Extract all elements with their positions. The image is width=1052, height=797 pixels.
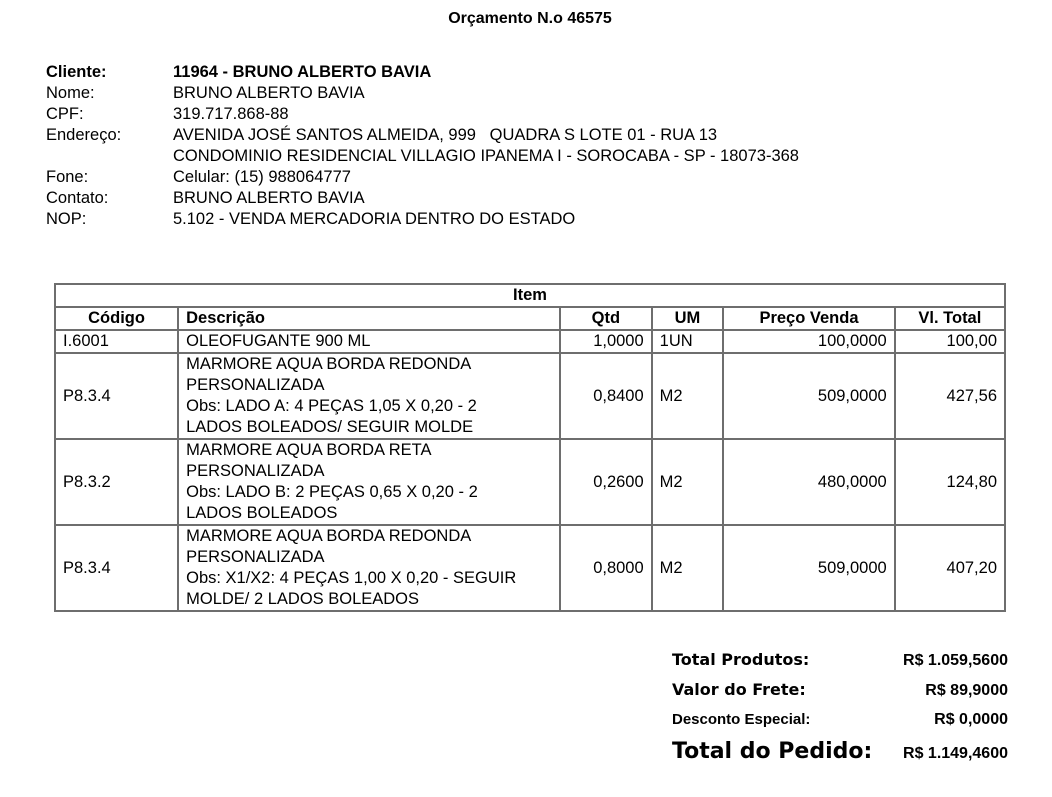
client-info bbox=[46, 62, 799, 230]
info-label: Cliente: bbox=[46, 63, 107, 81]
cell-qtd: 1,0000 bbox=[560, 330, 652, 353]
total-pedido-value: R$ 1.149,4600 bbox=[903, 745, 1008, 762]
info-row-cpf bbox=[46, 104, 799, 125]
info-value: CONDOMINIO RESIDENCIAL VILLAGIO IPANEMA I - SOROCABA - SP - 18073-368 bbox=[173, 147, 799, 165]
table-row bbox=[55, 439, 1005, 525]
desc-line: PERSONALIZADA bbox=[186, 462, 325, 480]
desc-line: Obs: LADO B: 2 PEÇAS 0,65 X 0,20 - 2 bbox=[186, 483, 478, 501]
table-header-row bbox=[55, 307, 1005, 330]
desc-line: MARMORE AQUA BORDA REDONDA bbox=[186, 527, 472, 545]
desc-line: MARMORE AQUA BORDA RETA bbox=[186, 441, 432, 459]
cell-total: 427,56 bbox=[895, 353, 1005, 439]
desconto-row bbox=[672, 711, 1008, 739]
cell-um: M2 bbox=[652, 525, 724, 611]
table-row bbox=[55, 353, 1005, 439]
column-header-preco: Preço Venda bbox=[723, 307, 894, 330]
info-value: 5.102 - VENDA MERCADORIA DENTRO DO ESTADO bbox=[173, 210, 576, 228]
desc-line: MARMORE AQUA BORDA REDONDA bbox=[186, 355, 472, 373]
total-produtos-label: Total Produtos: bbox=[672, 650, 810, 669]
info-label: Endereço: bbox=[46, 126, 122, 144]
info-row-nome bbox=[46, 83, 799, 104]
cell-qtd: 0,2600 bbox=[560, 439, 652, 525]
info-value: AVENIDA JOSÉ SANTOS ALMEIDA, 999 QUADRA S LOTE 01 - RUA 13 bbox=[173, 126, 718, 144]
cell-um: M2 bbox=[652, 439, 724, 525]
info-row-cliente bbox=[46, 62, 799, 83]
table-row bbox=[55, 330, 1005, 353]
cell-descricao bbox=[178, 330, 560, 353]
cell-preco: 509,0000 bbox=[723, 353, 894, 439]
desc-line: OLEOFUGANTE 900 ML bbox=[186, 332, 371, 350]
cell-preco: 480,0000 bbox=[723, 439, 894, 525]
desc-line: Obs: LADO A: 4 PEÇAS 1,05 X 0,20 - 2 bbox=[186, 397, 477, 415]
info-row-nop bbox=[46, 209, 799, 230]
cell-qtd: 0,8400 bbox=[560, 353, 652, 439]
cell-um: 1UN bbox=[652, 330, 724, 353]
cell-codigo: P8.3.4 bbox=[55, 353, 178, 439]
column-header-codigo: Código bbox=[55, 307, 178, 330]
cell-total: 124,80 bbox=[895, 439, 1005, 525]
info-label: Fone: bbox=[46, 168, 89, 186]
table-group-header-row bbox=[55, 284, 1005, 307]
info-label bbox=[46, 146, 173, 167]
cell-total: 407,20 bbox=[895, 525, 1005, 611]
cell-total: 100,00 bbox=[895, 330, 1005, 353]
info-row-endereco bbox=[46, 125, 799, 146]
items-table bbox=[54, 283, 1006, 612]
desconto-label: Desconto Especial: bbox=[672, 711, 811, 728]
cell-preco: 100,0000 bbox=[723, 330, 894, 353]
info-label: Nome: bbox=[46, 84, 95, 102]
document-title: Orçamento N.o 46575 bbox=[448, 10, 612, 27]
column-header-descricao: Descrição bbox=[178, 307, 560, 330]
desc-line: PERSONALIZADA bbox=[186, 548, 325, 566]
info-label: CPF: bbox=[46, 105, 84, 123]
totals-section bbox=[672, 650, 1008, 773]
desc-line: MOLDE/ 2 LADOS BOLEADOS bbox=[186, 590, 420, 608]
desc-line: LADOS BOLEADOS/ SEGUIR MOLDE bbox=[186, 418, 474, 436]
cell-descricao bbox=[178, 353, 560, 439]
total-pedido-row bbox=[672, 739, 1008, 773]
cell-um: M2 bbox=[652, 353, 724, 439]
info-value: 11964 - BRUNO ALBERTO BAVIA bbox=[173, 63, 432, 81]
cell-qtd: 0,8000 bbox=[560, 525, 652, 611]
column-header-total: Vl. Total bbox=[895, 307, 1005, 330]
info-row-fone bbox=[46, 167, 799, 188]
total-pedido-label: Total do Pedido: bbox=[672, 739, 873, 764]
column-header-qtd: Qtd bbox=[560, 307, 652, 330]
info-value: 319.717.868-88 bbox=[173, 105, 289, 123]
valor-frete-value: R$ 89,9000 bbox=[925, 682, 1008, 699]
info-label: NOP: bbox=[46, 210, 87, 228]
desconto-value: R$ 0,0000 bbox=[934, 711, 1008, 728]
cell-codigo: P8.3.2 bbox=[55, 439, 178, 525]
cell-descricao bbox=[178, 525, 560, 611]
desc-line: Obs: X1/X2: 4 PEÇAS 1,00 X 0,20 - SEGUIR bbox=[186, 569, 517, 587]
cell-codigo: P8.3.4 bbox=[55, 525, 178, 611]
info-value: Celular: (15) 988064777 bbox=[173, 168, 351, 186]
total-produtos-row bbox=[672, 650, 1008, 680]
valor-frete-row bbox=[672, 680, 1008, 711]
total-produtos-value: R$ 1.059,5600 bbox=[903, 652, 1008, 669]
info-label: Contato: bbox=[46, 189, 109, 207]
desc-line: PERSONALIZADA bbox=[186, 376, 325, 394]
info-value: BRUNO ALBERTO BAVIA bbox=[173, 189, 365, 207]
info-row-contato bbox=[46, 188, 799, 209]
cell-preco: 509,0000 bbox=[723, 525, 894, 611]
valor-frete-label: Valor do Frete: bbox=[672, 680, 806, 699]
desc-line: LADOS BOLEADOS bbox=[186, 504, 338, 522]
cell-descricao bbox=[178, 439, 560, 525]
info-value: BRUNO ALBERTO BAVIA bbox=[173, 84, 365, 102]
table-row bbox=[55, 525, 1005, 611]
cell-codigo: I.6001 bbox=[55, 330, 178, 353]
column-header-um: UM bbox=[652, 307, 724, 330]
group-header: Item bbox=[55, 284, 1005, 307]
info-row-endereco-2 bbox=[46, 146, 799, 167]
